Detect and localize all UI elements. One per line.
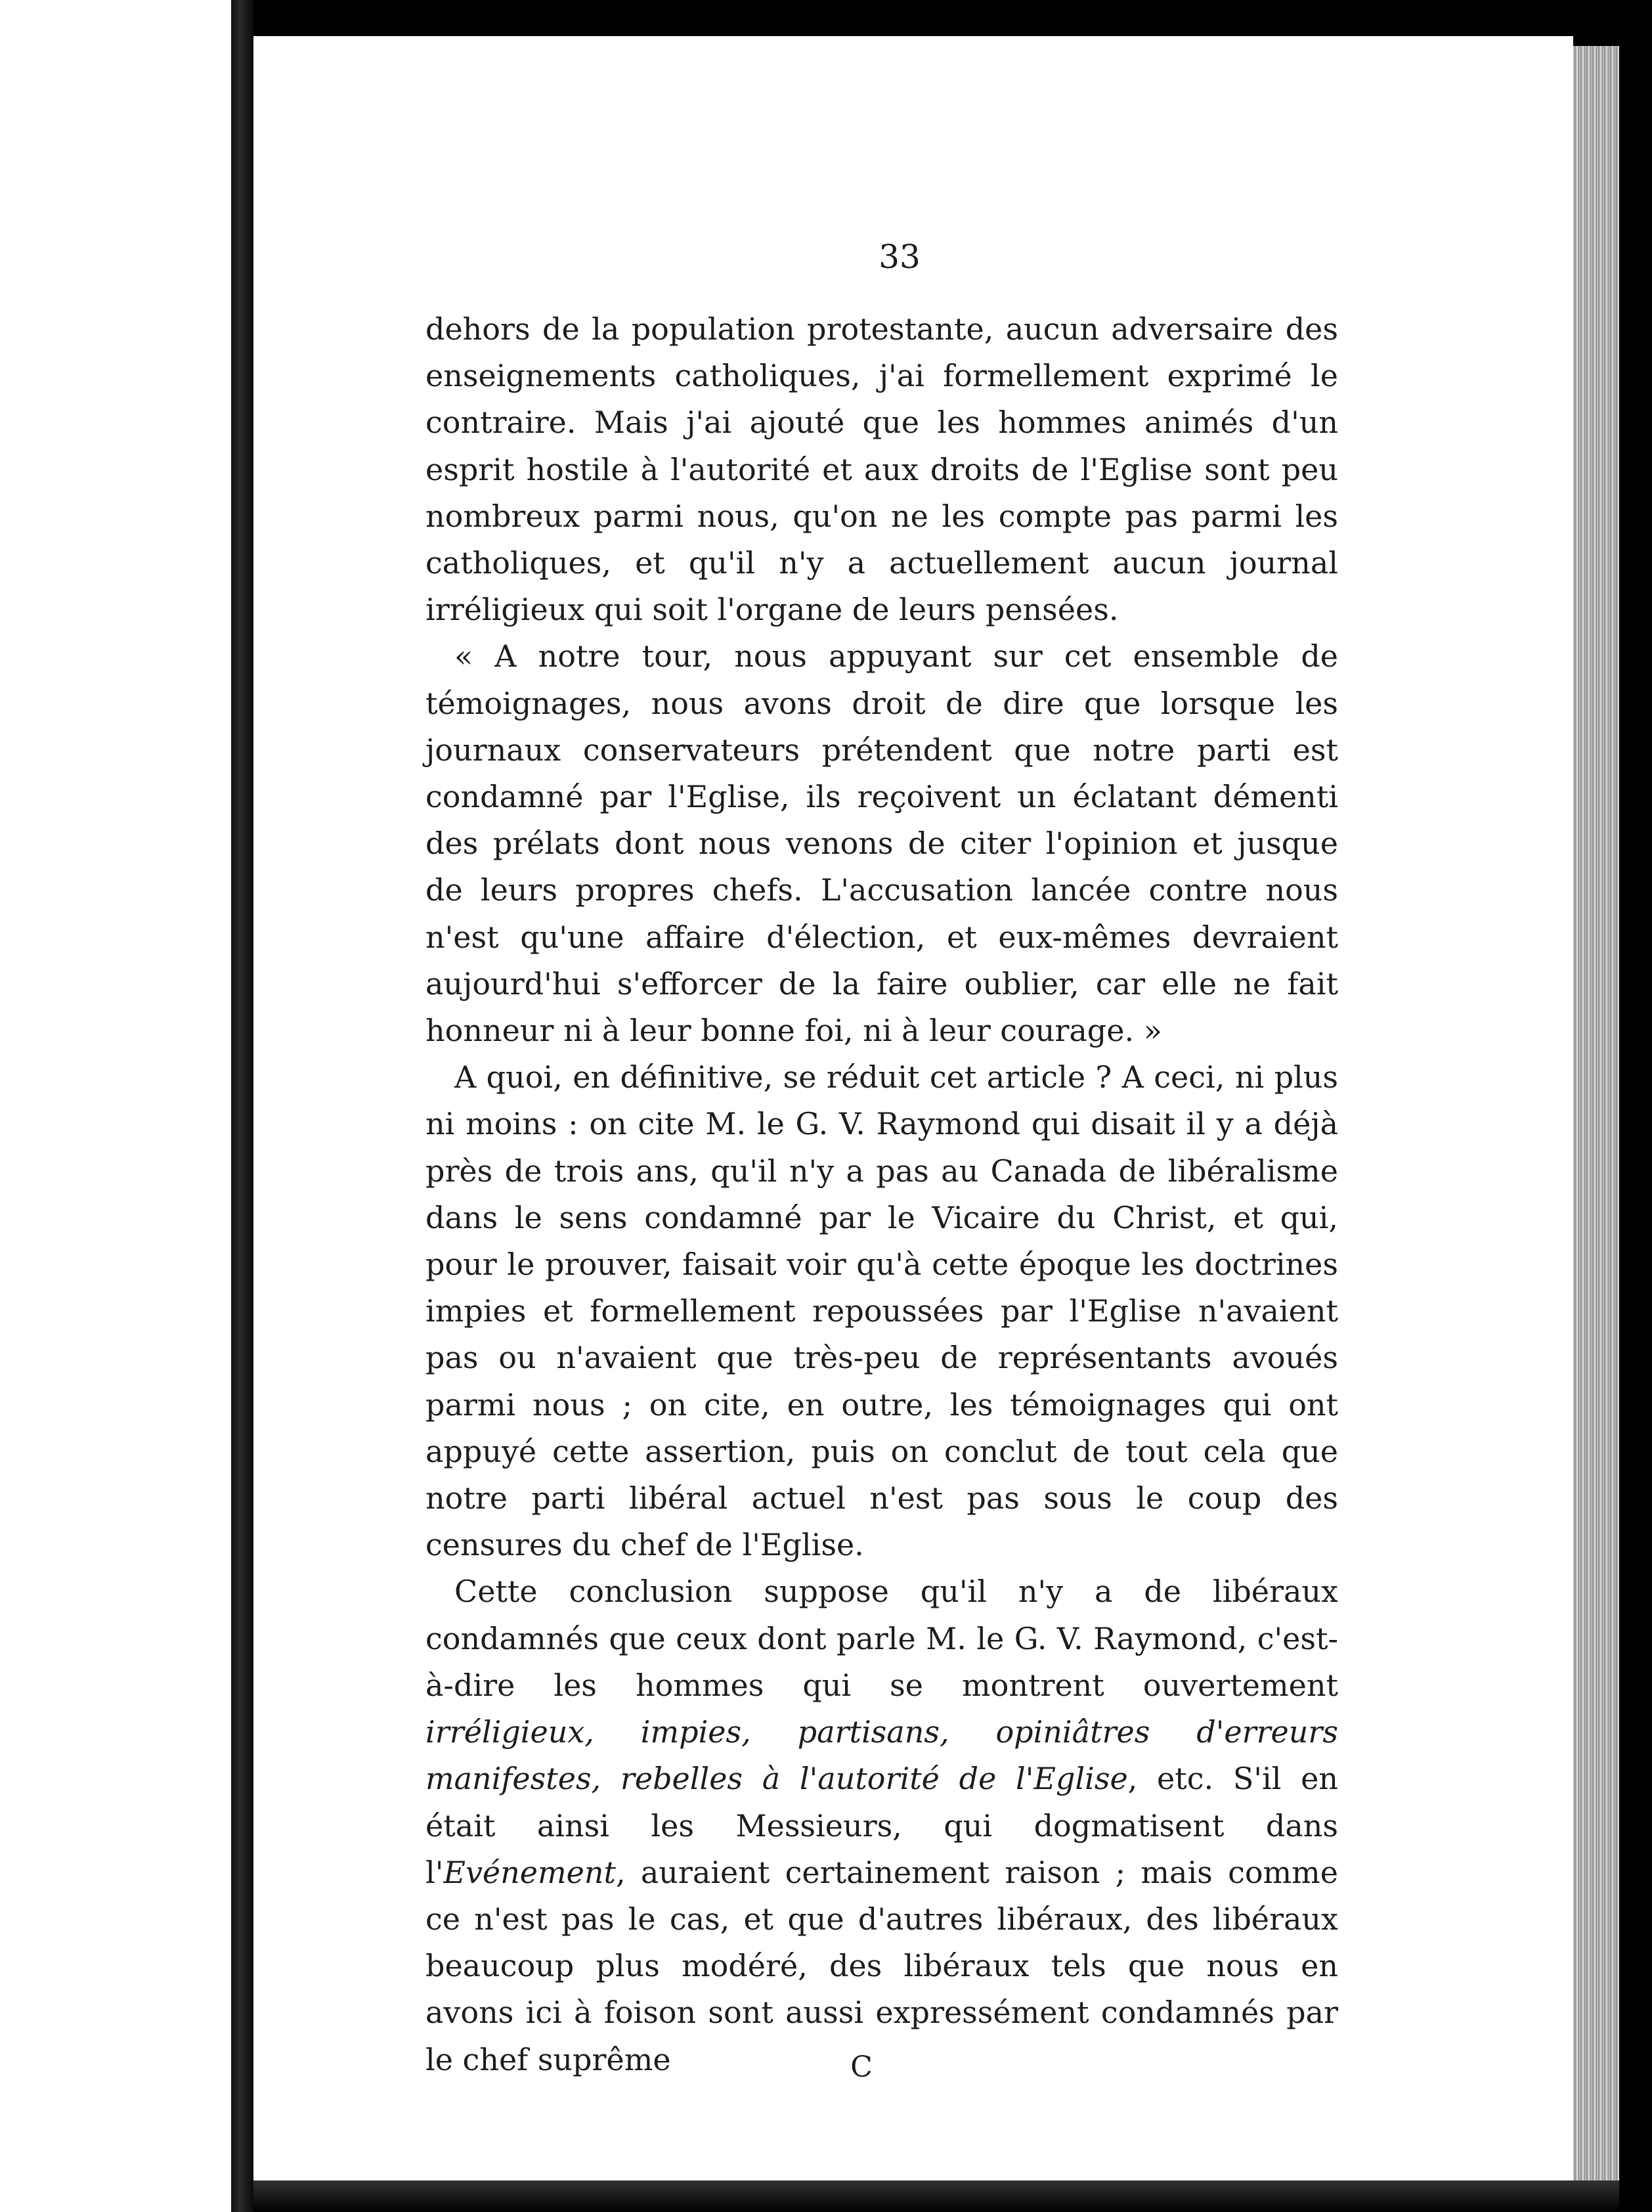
page-bottom-shadow xyxy=(253,2180,1619,2212)
paragraph-3 xyxy=(425,1054,1338,1568)
newspaper-title: Evénement xyxy=(443,1854,616,1890)
paragraph-text: , etc. S'il en était ainsi les Messieurs, qui dogmatisent dans l' xyxy=(425,1761,1338,1890)
paragraph-text: « A notre tour, nous appuyant sur cet ensemble de témoignages, nous avons droit de dire que lorsque les journaux conservateurs prétendent que notre parti est condamné par l'Eglise, ils reçoivent un éclatant démenti des prélats dont nous venons de citer l'opinion et jusque de leurs propres chefs. L'accusation lancée contre nous n'est qu'une affaire d'élection, et eux-mêmes devraient aujourd'hui s'efforcer de la faire oublier, car elle ne fait honneur ni à leur bonne foi, ni à leur courage. » xyxy=(425,638,1338,1049)
signature-mark: C xyxy=(850,2050,873,2084)
facing-page-margin xyxy=(0,0,231,2212)
paragraph-text: dehors de la population protestante, aucun adversaire des enseignements catholiques, j'ai formellement exprimé le contraire. Mais j'ai ajouté que les hommes animés d'un esprit hostile à l'autorité et aux droits de l'Eglise sont peu nombreux parmi nous, qu'on ne les compte pas parmi les catholiques, et qu'il n'y a actuellement aucun journal irréligieux qui soit l'organe de leurs pensées. xyxy=(425,311,1338,628)
paragraph-text: , auraient certainement raison ; mais comme ce n'est pas le cas, et que d'autres libéraux, des libéraux beaucoup plus modéré, des libéraux tels que nous en avons ici à foison sont aussi expressément condamnés par le chef suprême xyxy=(425,1854,1338,2077)
page-number: 33 xyxy=(879,238,921,276)
paragraph-2 xyxy=(425,633,1338,1054)
paragraph-text: A quoi, en définitive, se réduit cet article ? A ceci, ni plus ni moins : on cite M. le G. V. Raymond qui disait il y a déjà près de trois ans, qu'il n'y a pas au Canada de libéralisme dans le sens condamné par le Vicaire du Christ, et qui, pour le prouver, faisait voir qu'à cette époque les doctrines impies et formellement repoussées par l'Eglise n'avaient pas ou n'avaient que très-peu de représentants avoués parmi nous ; on cite, en outre, les témoignages qui ont appuyé cette assertion, puis on conclut de tout cela que notre parti libéral actuel n'est pas sous le coup des censures du chef de l'Eglise. xyxy=(425,1059,1338,1563)
paragraph-1 xyxy=(425,306,1338,633)
body-text xyxy=(425,306,1338,2083)
page-stack-edge xyxy=(1573,46,1619,2200)
paragraph-4 xyxy=(425,1568,1338,2083)
book-gutter-fold xyxy=(231,0,253,2212)
paragraph-text: Cette conclusion suppose qu'il n'y a de libéraux condamnés que ceux dont parle M. le G. V. Raymond, c'est-à-dire les hommes qui se montrent ouvertement xyxy=(425,1574,1338,1703)
italic-phrase: irréligieux, impies, partisans, opiniâtres d'erreurs manifestes, rebelles à l'autorité de l'Eglise xyxy=(425,1714,1338,1797)
